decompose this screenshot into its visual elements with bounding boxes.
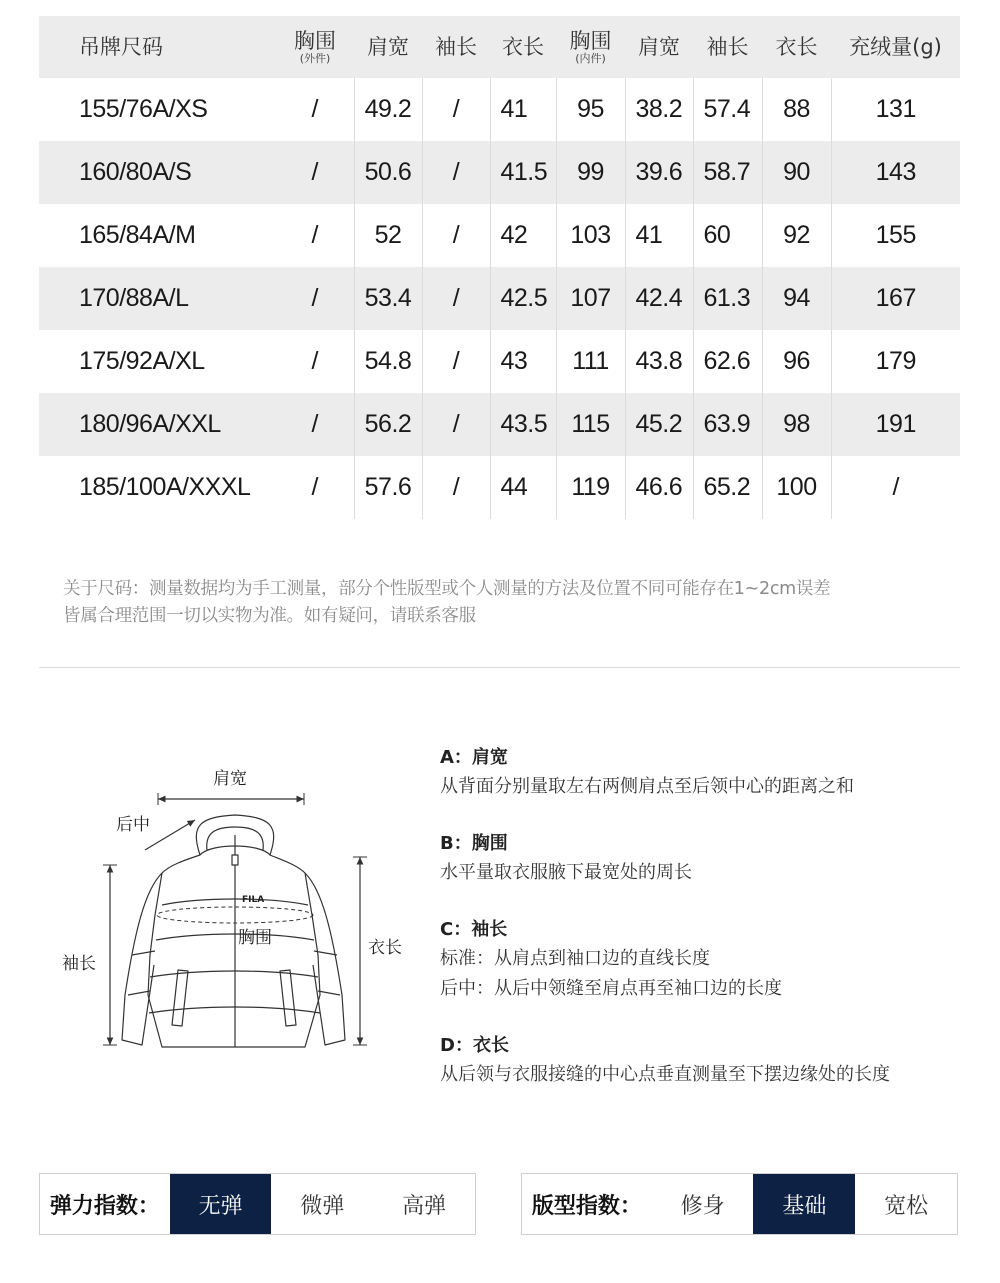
measurement-cell: 62.6 [693, 330, 762, 393]
measurement-cell: 90 [762, 141, 831, 204]
measurement-cell: / [422, 204, 490, 267]
jacket-right-pocket [280, 970, 296, 1026]
measurement-cell: 88 [762, 78, 831, 141]
elasticity-option-none[interactable]: 无弹 [170, 1174, 272, 1234]
size-tag-cell: 180/96A/XXL [79, 410, 221, 438]
header-length-outer: 衣长 [502, 35, 544, 59]
measurement-cell: 60 [693, 204, 762, 267]
table-row [39, 330, 960, 393]
table-row [39, 204, 960, 267]
measurement-cell: 191 [875, 410, 916, 438]
definition-block [440, 830, 980, 888]
size-tag-cell: 155/76A/XS [79, 95, 208, 123]
measurement-cell: 52 [354, 204, 422, 267]
measurement-cell: / [422, 78, 490, 141]
jacket-right-sleeve [305, 873, 345, 1045]
definition-text: 标准：从肩点到袖口边的直线长度 [440, 948, 710, 969]
definition-text: 从背面分别量取左右两侧肩点至后领中心的距离之和 [440, 776, 854, 797]
label-shoulder: 肩宽 [213, 769, 247, 789]
definition-text: 后中：从后中领缝至肩点再至袖口边的长度 [440, 978, 782, 999]
header-down-fill: 充绒量(g) [849, 35, 942, 59]
elasticity-option-slight[interactable]: 微弹 [300, 1193, 345, 1219]
table-row [39, 267, 960, 330]
jacket-measurement-diagram [50, 755, 420, 1065]
measurement-cell: 98 [762, 393, 831, 456]
measurement-cell: / [422, 141, 490, 204]
measurement-definitions [440, 744, 980, 1118]
label-chest: 胸围 [238, 928, 272, 948]
measurement-cell: 57.6 [354, 456, 422, 519]
definition-text: 从后领与衣服接缝的中心点垂直测量至下摆边缘处的长度 [440, 1064, 890, 1085]
measurement-cell: 115 [556, 393, 625, 456]
measurement-cell: / [276, 393, 354, 456]
header-shoulder-outer: 肩宽 [367, 35, 409, 59]
size-note-line-2: 皆属合理范围一切以实物为准。如有疑问，请联系客服 [63, 606, 476, 626]
size-note [63, 576, 963, 630]
fit-label: 版型指数： [531, 1193, 642, 1219]
size-table [39, 16, 960, 519]
measurement-cell: 61.3 [693, 267, 762, 330]
measurement-cell: 179 [875, 347, 916, 375]
table-row [39, 393, 960, 456]
measurement-cell: 107 [556, 267, 625, 330]
fit-option-regular[interactable]: 基础 [753, 1174, 855, 1234]
elasticity-index [39, 1173, 476, 1235]
size-tag-cell: 160/80A/S [79, 158, 192, 186]
measurement-cell: 46.6 [625, 456, 693, 519]
measurement-cell: / [276, 330, 354, 393]
elasticity-option-high[interactable]: 高弹 [402, 1193, 447, 1219]
definition-text: 水平量取衣服腋下最宽处的周长 [440, 862, 692, 883]
table-header-row [39, 16, 960, 78]
measurement-cell: 167 [875, 284, 916, 312]
measurement-cell: 41.5 [490, 141, 556, 204]
jacket-left-sleeve [122, 873, 162, 1045]
measurement-cell: / [276, 267, 354, 330]
measurement-cell: 58.7 [693, 141, 762, 204]
measurement-cell: 111 [556, 330, 625, 393]
measurement-cell: 131 [875, 95, 916, 123]
measurement-cell: / [892, 473, 899, 501]
fit-option-slim[interactable]: 修身 [680, 1193, 725, 1219]
measurement-cell: 42 [490, 204, 556, 267]
measurement-cell: 45.2 [625, 393, 693, 456]
definition-title: C：袖长 [440, 919, 508, 940]
measurement-cell: 41 [490, 78, 556, 141]
fit-option-loose[interactable]: 宽松 [884, 1193, 929, 1219]
header-chest-inner: 胸围 (内件) [569, 29, 612, 65]
measurement-cell: 63.9 [693, 393, 762, 456]
measurement-cell: 38.2 [625, 78, 693, 141]
measurement-cell: 39.6 [625, 141, 693, 204]
jacket-left-pocket [172, 970, 188, 1026]
measurement-cell: 54.8 [354, 330, 422, 393]
measurement-cell: / [422, 393, 490, 456]
definition-block [440, 744, 980, 802]
measurement-cell: / [276, 204, 354, 267]
measurement-cell: / [276, 456, 354, 519]
table-row [39, 141, 960, 204]
measurement-cell: 92 [762, 204, 831, 267]
measurement-cell: 103 [556, 204, 625, 267]
header-shoulder-inner: 肩宽 [638, 35, 680, 59]
size-note-line-1: 关于尺码：测量数据均为手工测量，部分个性版型或个人测量的方法及位置不同可能存在1~2cm误差 [63, 579, 831, 599]
measurement-cell: 43.8 [625, 330, 693, 393]
definition-title: B：胸围 [440, 833, 508, 854]
definition-block [440, 1032, 980, 1090]
header-length-inner: 衣长 [775, 35, 818, 59]
measurement-cell: 41 [625, 204, 693, 267]
size-tag-cell: 165/84A/M [79, 221, 196, 249]
measurement-cell: 143 [875, 158, 916, 186]
label-sleeve: 袖长 [62, 954, 96, 974]
measurement-cell: / [422, 267, 490, 330]
measurement-cell: 43.5 [490, 393, 556, 456]
measurement-cell: 95 [556, 78, 625, 141]
measurement-cell: / [276, 78, 354, 141]
fit-index [521, 1173, 958, 1235]
measurement-cell: 50.6 [354, 141, 422, 204]
size-tag-cell: 170/88A/L [79, 284, 189, 312]
label-back-center: 后中 [116, 815, 150, 835]
measurement-cell: 57.4 [693, 78, 762, 141]
measurement-cell: 119 [556, 456, 625, 519]
label-length: 衣长 [368, 938, 402, 958]
table-row [39, 78, 960, 141]
measurement-cell: / [422, 330, 490, 393]
table-row [39, 456, 960, 519]
elasticity-label: 弹力指数： [49, 1193, 160, 1219]
header-sleeve-inner: 袖长 [706, 35, 749, 59]
measurement-cell: 53.4 [354, 267, 422, 330]
measurement-cell: 94 [762, 267, 831, 330]
measurement-cell: 65.2 [693, 456, 762, 519]
jacket-brand-logo: FILA [242, 895, 265, 905]
size-tag-cell: 175/92A/XL [79, 347, 205, 375]
header-size-tag: 吊牌尺码 [79, 35, 163, 59]
measurement-cell: 155 [875, 221, 916, 249]
measurement-cell: 42.5 [490, 267, 556, 330]
measurement-cell: 96 [762, 330, 831, 393]
measurement-cell: 44 [490, 456, 556, 519]
definition-title: A：肩宽 [440, 747, 508, 768]
measurement-cell: / [276, 141, 354, 204]
jacket-body [148, 855, 320, 1047]
measurement-cell: / [422, 456, 490, 519]
section-divider [39, 667, 960, 668]
measurement-cell: 99 [556, 141, 625, 204]
measurement-cell: 56.2 [354, 393, 422, 456]
header-chest-outer: 胸围 (外件) [294, 29, 336, 65]
measurement-cell: 49.2 [354, 78, 422, 141]
definition-block [440, 916, 980, 1004]
definition-title: D：衣长 [440, 1035, 509, 1056]
measurement-cell: 43 [490, 330, 556, 393]
measurement-cell: 100 [762, 456, 831, 519]
measurement-cell: 42.4 [625, 267, 693, 330]
header-sleeve-outer: 袖长 [435, 35, 477, 59]
size-tag-cell: 185/100A/XXXL [79, 473, 251, 501]
